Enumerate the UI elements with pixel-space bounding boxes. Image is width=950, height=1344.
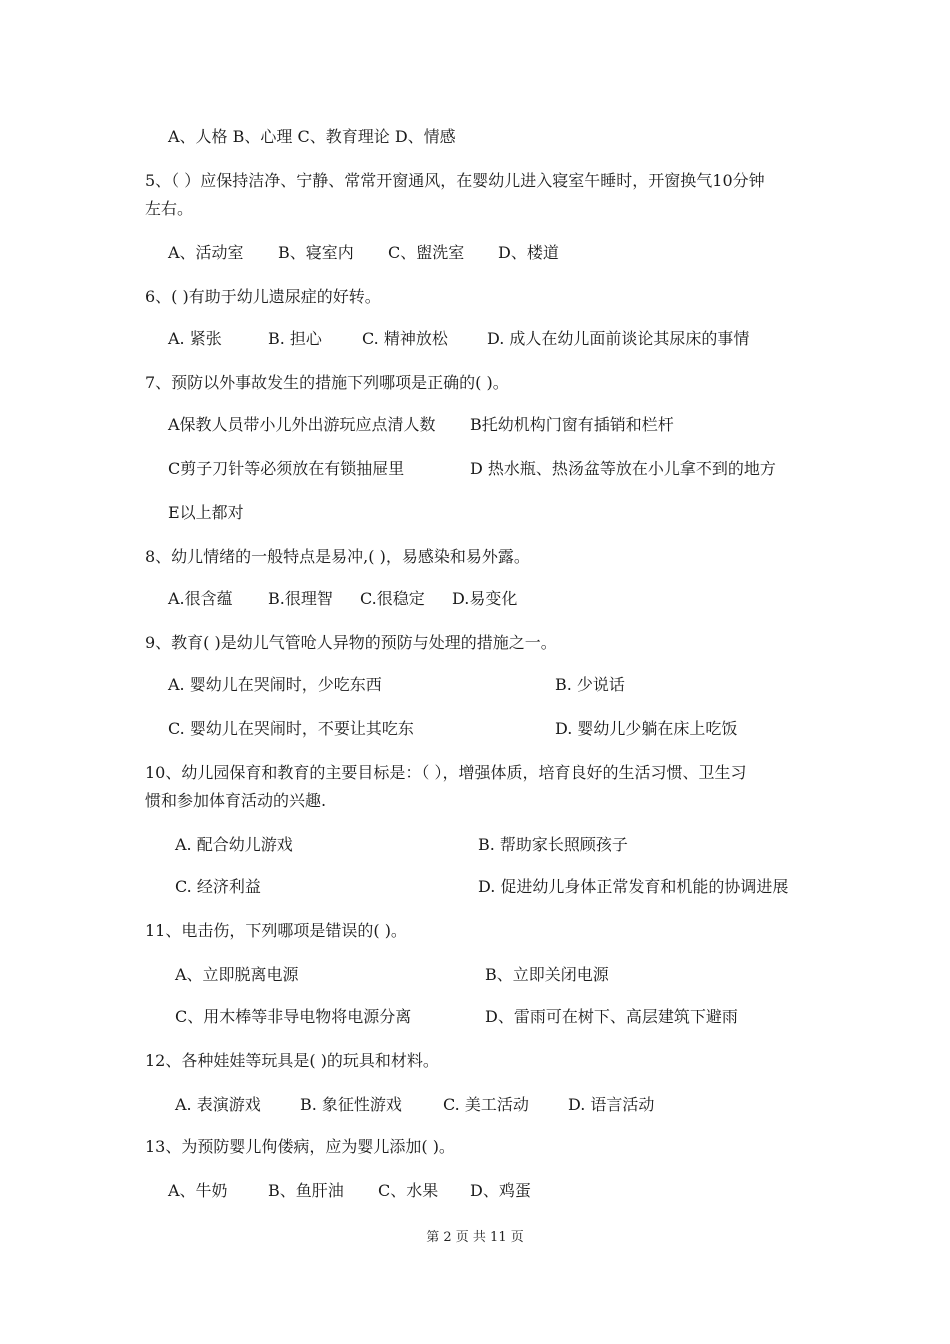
q10-options-2-text-2: D. 促进幼儿身体正常发育和机能的协调进展 — [478, 877, 789, 896]
q5-options — [0, 240, 950, 266]
q11-options-2 — [0, 1004, 950, 1030]
q8-options-text-1: A.很含蕴 — [168, 589, 233, 608]
q5-options-text-3: C、盥洗室 — [388, 243, 465, 262]
q11-stem-text-1: 11、电击伤，下列哪项是错误的( )。 — [145, 921, 407, 940]
q5-options-text-4: D、楼道 — [498, 243, 559, 262]
q7-options-1 — [0, 412, 950, 438]
q10-stem-1-text-1: 10、幼儿园保育和教育的主要目标是：（ ），增强体质，培育良好的生活习惯、卫生习 — [145, 763, 747, 782]
q5-options-text-2: B、寝室内 — [278, 243, 354, 262]
q12-options-text-1: A. 表演游戏 — [175, 1095, 261, 1114]
q11-options-1-text-1: A、立即脱离电源 — [175, 965, 299, 984]
q5-stem-1 — [0, 168, 950, 194]
q12-stem-text-1: 12、各种娃娃等玩具是( )的玩具和材料。 — [145, 1051, 439, 1070]
q11-options-1 — [0, 962, 950, 988]
q5-stem-2-text-1: 左右。 — [145, 199, 194, 218]
q6-options-text-2: B. 担心 — [268, 329, 322, 348]
q7-options-3-text-1: E以上都对 — [168, 503, 244, 522]
q9-options-1-text-1: A. 婴幼儿在哭闹时，少吃东西 — [168, 675, 382, 694]
q4-options — [0, 124, 950, 150]
q8-stem — [0, 544, 950, 570]
q5-stem-2 — [0, 196, 950, 222]
q10-stem-2-text-1: 惯和参加体育活动的兴趣. — [145, 791, 327, 810]
q7-stem-text-1: 7、预防以外事故发生的措施下列哪项是正确的( )。 — [145, 373, 509, 392]
q9-stem — [0, 630, 950, 656]
q6-stem-text-1: 6、( )有助于幼儿遗尿症的好转。 — [145, 287, 381, 306]
q10-options-1 — [0, 832, 950, 858]
q4-options-text-1: A、人格 B、心理 C、教育理论 D、情感 — [168, 127, 456, 146]
q12-options — [0, 1092, 950, 1118]
q7-stem — [0, 370, 950, 396]
q12-stem — [0, 1048, 950, 1074]
q8-options-text-4: D.易变化 — [452, 589, 518, 608]
q9-options-1 — [0, 672, 950, 698]
q5-stem-1-text-1: 5、（ ）应保持洁净、宁静、常常开窗通风，在婴幼儿进入寝室午睡时，开窗换气10分钟 — [145, 171, 765, 190]
q13-stem — [0, 1134, 950, 1160]
q13-options — [0, 1178, 950, 1204]
q12-options-text-4: D. 语言活动 — [568, 1095, 655, 1114]
q13-stem-text-1: 13、为预防婴儿佝偻病，应为婴儿添加( )。 — [145, 1137, 455, 1156]
q11-options-2-text-1: C、用木棒等非导电物将电源分离 — [175, 1007, 412, 1026]
q5-options-text-1: A、活动室 — [168, 243, 244, 262]
q10-options-1-text-1: A. 配合幼儿游戏 — [175, 835, 293, 854]
q10-options-1-text-2: B. 帮助家长照顾孩子 — [478, 835, 628, 854]
q9-options-2 — [0, 716, 950, 742]
q7-options-2-text-1: C剪子刀针等必须放在有锁抽屉里 — [168, 459, 405, 478]
q7-options-2 — [0, 456, 950, 482]
q12-options-text-2: B. 象征性游戏 — [300, 1095, 402, 1114]
q6-stem — [0, 284, 950, 310]
q10-options-2 — [0, 874, 950, 900]
page-footer: 第 2 页 共 11 页 — [426, 1230, 524, 1245]
q7-options-2-text-2: D 热水瓶、热汤盆等放在小儿拿不到的地方 — [470, 459, 776, 478]
q8-options-text-2: B.很理智 — [268, 589, 333, 608]
q9-options-2-text-2: D. 婴幼儿少躺在床上吃饭 — [555, 719, 738, 738]
q6-options-text-3: C. 精神放松 — [362, 329, 448, 348]
q7-options-3 — [0, 500, 950, 526]
q13-options-text-4: D、鸡蛋 — [470, 1181, 531, 1200]
q13-options-text-3: C、水果 — [378, 1181, 439, 1200]
q10-stem-2 — [0, 788, 950, 814]
q7-options-1-text-1: A保教人员带小儿外出游玩应点清人数 — [168, 415, 436, 434]
q8-options-text-3: C.很稳定 — [360, 589, 425, 608]
q8-stem-text-1: 8、幼儿情绪的一般特点是易冲,( )，易感染和易外露。 — [145, 547, 530, 566]
q6-options-text-1: A. 紧张 — [168, 329, 222, 348]
q9-options-1-text-2: B. 少说话 — [555, 675, 625, 694]
q10-options-2-text-1: C. 经济利益 — [175, 877, 261, 896]
q12-options-text-3: C. 美工活动 — [443, 1095, 529, 1114]
q10-stem-1 — [0, 760, 950, 786]
q11-options-2-text-2: D、雷雨可在树下、高层建筑下避雨 — [485, 1007, 738, 1026]
q6-options-text-4: D. 成人在幼儿面前谈论其尿床的事情 — [487, 329, 750, 348]
q9-options-2-text-1: C. 婴幼儿在哭闹时，不要让其吃东 — [168, 719, 414, 738]
q7-options-1-text-2: B托幼机构门窗有插销和栏杆 — [470, 415, 674, 434]
q13-options-text-2: B、鱼肝油 — [268, 1181, 344, 1200]
q6-options — [0, 326, 950, 352]
q8-options — [0, 586, 950, 612]
q13-options-text-1: A、牛奶 — [168, 1181, 228, 1200]
q11-stem — [0, 918, 950, 944]
q9-stem-text-1: 9、教育( )是幼儿气管呛人异物的预防与处理的措施之一。 — [145, 633, 557, 652]
q11-options-1-text-2: B、立即关闭电源 — [485, 965, 609, 984]
